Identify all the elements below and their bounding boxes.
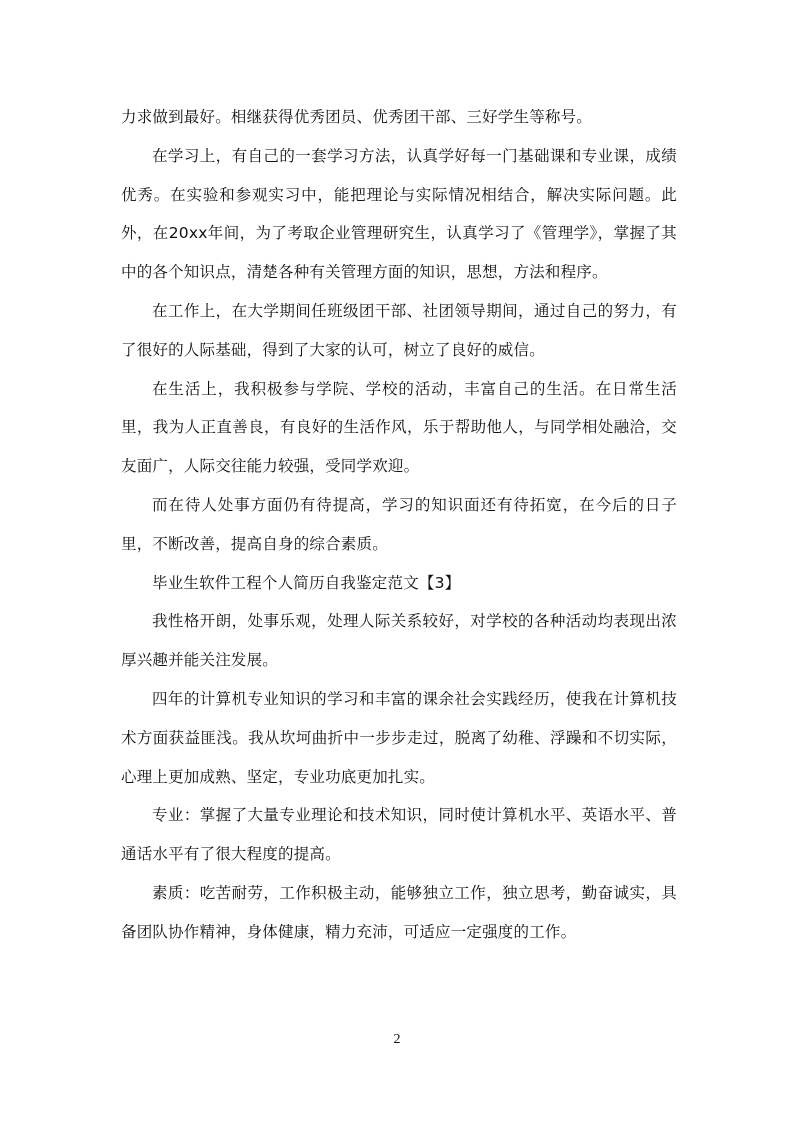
paragraph-3: 在工作上，在大学期间任班级团干部、社团领导期间，通过自己的努力，有了很好的人际基础，得到了大家的认可，树立了良好的威信。 <box>121 301 677 359</box>
paragraph-7: 我性格开朗，处事乐观，处理人际关系较好，对学校的各种活动均表现出浓厚兴趣并能关注发展。 <box>121 612 677 670</box>
page-number: 2 <box>393 1032 401 1047</box>
paragraph-4: 在生活上，我积极参与学院、学校的活动，丰富自己的生活。在日常生活里，我为人正直善良，有良好的生活作风，乐于帮助他人，与同学相处融洽，交友面广，人际交往能力较强，受同学欢迎。 <box>121 379 677 476</box>
paragraph-8: 四年的计算机专业知识的学习和丰富的课余社会实践经历，使我在计算机技术方面获益匪浅。我从坎坷曲折中一步步走过，脱离了幼稚、浮躁和不切实际，心理上更加成熟、坚定，专业功底更加扎实。 <box>121 689 677 786</box>
paragraph-5: 而在待人处事方面仍有待提高，学习的知识面还有待拓宽，在今后的日子里，不断改善，提高自身的综合素质。 <box>121 495 677 553</box>
paragraph-2: 在学习上，有自己的一套学习方法，认真学好每一门基础课和专业课，成绩优秀。在实验和参观实习中，能把理论与实际情况相结合，解决实际问题。此外，在20xx年间，为了考取企业管理研究生，认真学习了《管理学》，掌握了其中的各个知识点，清楚各种有关管理方面的知识，思想，方法和程序。 <box>121 146 677 282</box>
section-heading: 毕业生软件工程个人简历自我鉴定范文【3】 <box>152 573 461 592</box>
paragraph-10: 素质：吃苦耐劳，工作积极主动，能够独立工作，独立思考，勤奋诚实，具备团队协作精神，身体健康，精力充沛，可适应一定强度的工作。 <box>121 883 677 941</box>
paragraph-1: 力求做到最好。相继获得优秀团员、优秀团干部、三好学生等称号。 <box>121 108 593 126</box>
body-text <box>121 98 677 952</box>
paragraph-9: 专业：掌握了大量专业理论和技术知识，同时使计算机水平、英语水平、普通话水平有了很大程度的提高。 <box>121 806 677 864</box>
